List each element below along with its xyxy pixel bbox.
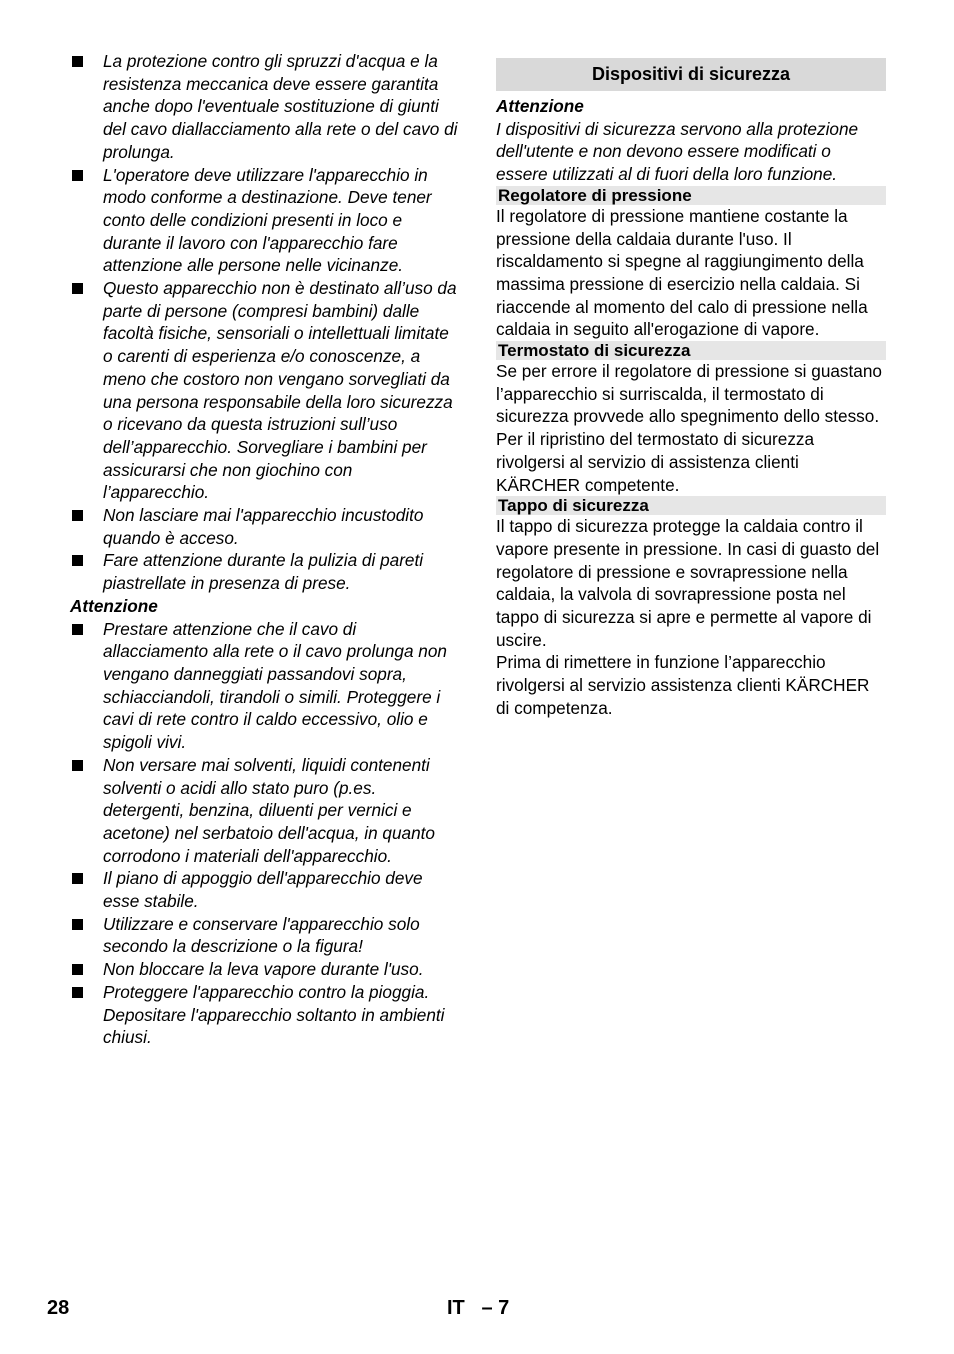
left-column	[70, 50, 462, 1049]
list-item: Prestare attenzione che il cavo di allacciamento alla rete o il cavo prolunga non vengano danneggiati passandovi sopra, schiacciandoli, tirandoli o simili. Proteggere i cavi di rete contro il caldo eccessivo, olio e spigoli vivi.	[70, 618, 462, 754]
subsection-title-safety-cap: Tappo di sicurezza	[496, 496, 886, 515]
list-item: Non versare mai solventi, liquidi contenenti solventi o acidi allo stato puro (p.es. detergenti, benzina, diluenti per vernici e acetone) nel serbatoio dell'acqua, in quanto corrodono i materiali dell'apparecchio.	[70, 754, 462, 868]
subsection-title-pressure-regulator: Regolatore di pressione	[496, 186, 886, 205]
section-label: IT – 7	[447, 1297, 510, 1319]
list-item: L'operatore deve utilizzare l'apparecchio in modo conforme a destinazione. Deve tener conto delle condizioni presenti in loco e durante il lavoro con l'apparecchio fare attenzione alle persone nelle vicinanze.	[70, 164, 462, 278]
list-item: Proteggere l'apparecchio contro la pioggia. Depositare l'apparecchio soltanto in ambienti chiusi.	[70, 981, 462, 1049]
paragraph: Il tappo di sicurezza protegge la caldaia contro il vapore presente in pressione. In casi di guasto del regolatore di pressione e sovrapressione nella caldaia, la valvola di sovrapressione posta nel tappo di sicurezza si apre e permette al vapore di uscire.	[496, 516, 880, 650]
square-bullet-icon	[72, 624, 83, 635]
square-bullet-icon	[72, 56, 83, 67]
square-bullet-icon	[72, 510, 83, 521]
list-item: La protezione contro gli spruzzi d'acqua e la resistenza meccanica deve essere garantita anche dopo l'eventuale sostituzione di giunti del cavo diallacciamento alla rete o del cavo di prolunga.	[70, 50, 462, 164]
attention-heading: Attenzione	[70, 595, 158, 616]
square-bullet-icon	[72, 760, 83, 771]
list-item: Non bloccare la leva vapore durante l'uso.	[70, 958, 462, 981]
square-bullet-icon	[72, 873, 83, 884]
right-column	[496, 50, 886, 720]
list-item: Utilizzare e conservare l'apparecchio solo secondo la descrizione o la figura!	[70, 913, 462, 958]
paragraph: Se per errore il regolatore di pressione si guastano l’apparecchio si surriscalda, il termostato di sicurezza provvede allo spegnimento dello stesso. Per il ripristino del termostato di sicurezza rivolgersi al servizio di assistenza clienti KÄRCHER competente.	[496, 361, 882, 495]
attention-text: I dispositivi di sicurezza servono alla protezione dell'utente e non devono essere modificati o essere utilizzati al di fuori della loro funzione.	[496, 118, 859, 185]
section-title: Dispositivi di sicurezza	[496, 58, 886, 91]
attention-heading: Attenzione	[496, 96, 584, 116]
bullet-list-2	[70, 618, 462, 1049]
page-number: 28	[47, 1297, 70, 1319]
square-bullet-icon	[72, 170, 83, 181]
square-bullet-icon	[72, 964, 83, 975]
square-bullet-icon	[72, 919, 83, 930]
list-item: Il piano di appoggio dell'apparecchio deve esse stabile.	[70, 867, 462, 912]
list-item: Non lasciare mai l'apparecchio incustodito quando è acceso.	[70, 504, 462, 549]
list-item: Fare attenzione durante la pulizia di pareti piastrellate in presenza di prese.	[70, 549, 462, 594]
subsection-title-safety-thermostat: Termostato di sicurezza	[496, 341, 886, 360]
list-item: Questo apparecchio non è destinato all’uso da parte di persone (compresi bambini) dalle facoltà fisiche, sensoriali o intellettuali limitate o carenti di esperienza e/o conoscenze, a meno che costoro non vengano sorvegliati da una persona responsabile della loro sicurezza o ricevano da questa istruzioni sull’uso dell’apparecchio. Sorvegliare i bambini per assicurarsi che non giochino con l’apparecchio.	[70, 277, 462, 504]
square-bullet-icon	[72, 555, 83, 566]
paragraph: Il regolatore di pressione mantiene costante la pressione della caldaia durante l'uso. Il riscaldamento si spegne al raggiungimento della massima pressione di esercizio nella caldaia. Si riaccende al momento del calo di pressione nella caldaia in seguito all'erogazione di vapore.	[496, 205, 868, 340]
square-bullet-icon	[72, 283, 83, 294]
bullet-list-1	[70, 50, 462, 595]
square-bullet-icon	[72, 987, 83, 998]
paragraph: Prima di rimettere in funzione l’apparecchio rivolgersi al servizio assistenza clienti KÄRCHER di competenza.	[496, 652, 870, 718]
